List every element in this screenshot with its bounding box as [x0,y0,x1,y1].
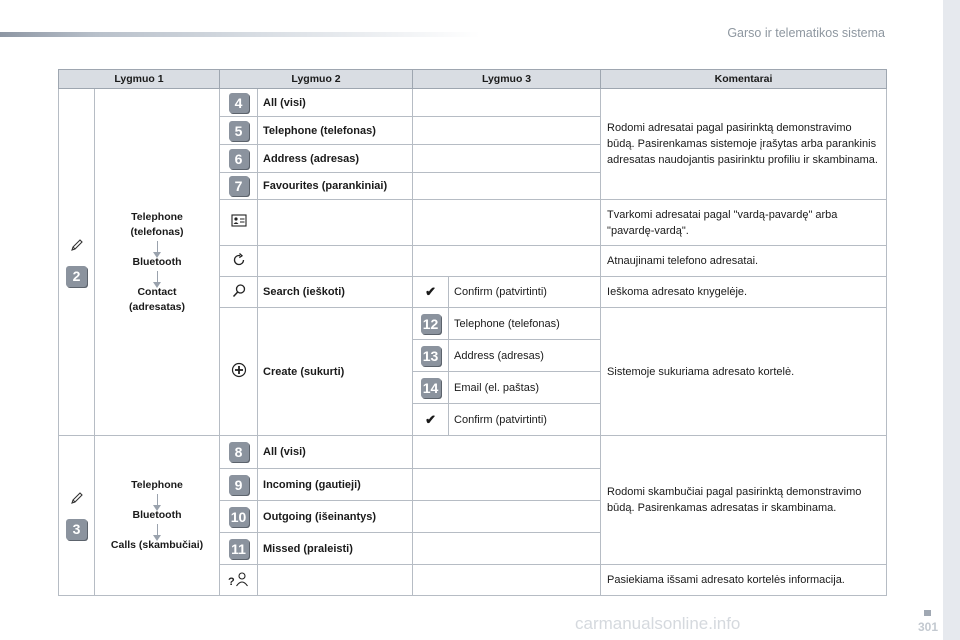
sub-item-telephone[interactable]: Telephone (telefonas) [449,308,601,340]
sub-item-email[interactable]: Email (el. paštas) [449,372,601,404]
step-badge: 10 [229,507,249,527]
menu-table [58,69,887,596]
step-badge: 14 [421,378,441,398]
arrow-down-icon [157,524,158,537]
menu-item-search[interactable]: Search (ieškoti) [258,277,413,308]
path-step: Bluetooth [132,255,182,268]
section-title: Garso ir telematikos sistema [727,26,885,40]
sub-item-confirm[interactable]: Confirm (patvirtinti) [449,277,601,308]
path-step: Calls (skambučiai) [110,539,204,551]
arrow-down-icon [157,494,158,507]
sub-item-confirm[interactable]: Confirm (patvirtinti) [449,404,601,436]
mode-badge: 2 [66,266,87,287]
mode-cell-calls [59,436,95,596]
column-header: Komentarai [601,70,887,89]
step-badge: 13 [421,346,441,366]
arrow-down-icon [157,241,158,254]
step-badge: 11 [229,539,249,559]
step-badge: 5 [229,121,249,141]
svg-text:?: ? [227,575,235,587]
menu-path-calls [95,436,220,596]
menu-item-favourites[interactable]: Favourites (parankiniai) [258,173,413,200]
arrow-down-icon [157,271,158,284]
comment-calls: Rodomi skambučiai pagal pasirinktą demonstravimo būdą. Pasirenkamas adresatas ir skambinama. [601,436,887,565]
step-badge: 6 [229,149,249,169]
menu-item-address[interactable]: Address (adresas) [258,145,413,173]
comment-search: Ieškoma adresato knygelėje. [601,277,887,308]
pen-icon [70,238,84,252]
contact-info-icon[interactable] [228,571,250,587]
header-bar [0,32,480,37]
menu-item-missed[interactable]: Missed (praleisti) [258,533,413,565]
path-step: Bluetooth [132,509,182,521]
page-marker [924,610,931,616]
path-step: Contact (adresatas) [128,285,186,313]
page-number: 301 [917,620,938,634]
column-header: Lygmuo 1 [59,70,220,89]
checkmark-icon[interactable]: ✔ [425,284,436,299]
menu-item-create[interactable]: Create (sukurti) [258,308,413,436]
page-edge-band [943,0,960,640]
add-circle-icon[interactable] [231,362,247,378]
path-step: Telephone (telefonas) [130,210,184,238]
path-step: Telephone [131,479,183,491]
table-header [59,70,887,89]
sub-item-address[interactable]: Address (adresas) [449,340,601,372]
column-header: Lygmuo 3 [413,70,601,89]
mode-badge: 3 [66,519,87,540]
contact-card-icon[interactable] [231,214,247,228]
step-badge: 4 [229,93,249,113]
refresh-icon[interactable] [231,252,247,268]
menu-item-all[interactable]: All (visi) [258,89,413,117]
comment-detail: Pasiekiama išsami adresato kortelės informacija. [601,565,887,596]
search-icon[interactable] [231,283,247,299]
comment-sort: Tvarkomi adresatai pagal "vardą-pavardę" arba "pavardę-vardą". [601,200,887,246]
table-row [59,436,887,469]
menu-path-contacts [95,89,220,436]
step-badge: 12 [421,314,441,334]
checkmark-icon[interactable]: ✔ [425,411,436,427]
menu-item-incoming[interactable]: Incoming (gautieji) [258,469,413,501]
comment-create: Sistemoje sukuriama adresato kortelė. [601,308,887,436]
pen-icon [70,491,84,505]
mode-cell-contacts [59,89,95,436]
step-badge: 9 [229,475,249,495]
step-badge: 7 [229,176,249,196]
menu-item-telephone[interactable]: Telephone (telefonas) [258,117,413,145]
comment-refresh: Atnaujinami telefono adresatai. [601,246,887,277]
menu-item-outgoing[interactable]: Outgoing (išeinantys) [258,501,413,533]
table-row [59,89,887,117]
watermark: carmanualsonline.info [575,614,741,633]
column-header: Lygmuo 2 [220,70,413,89]
comment-contacts: Rodomi adresatai pagal pasirinktą demonstravimo būdą. Pasirenkamas sistemoje įrašytas arba parankinis adresatas naudojantis pasirinktu profiliu ir skambinama. [601,89,887,200]
menu-item-all-calls[interactable]: All (visi) [258,436,413,469]
step-badge: 8 [229,442,249,462]
